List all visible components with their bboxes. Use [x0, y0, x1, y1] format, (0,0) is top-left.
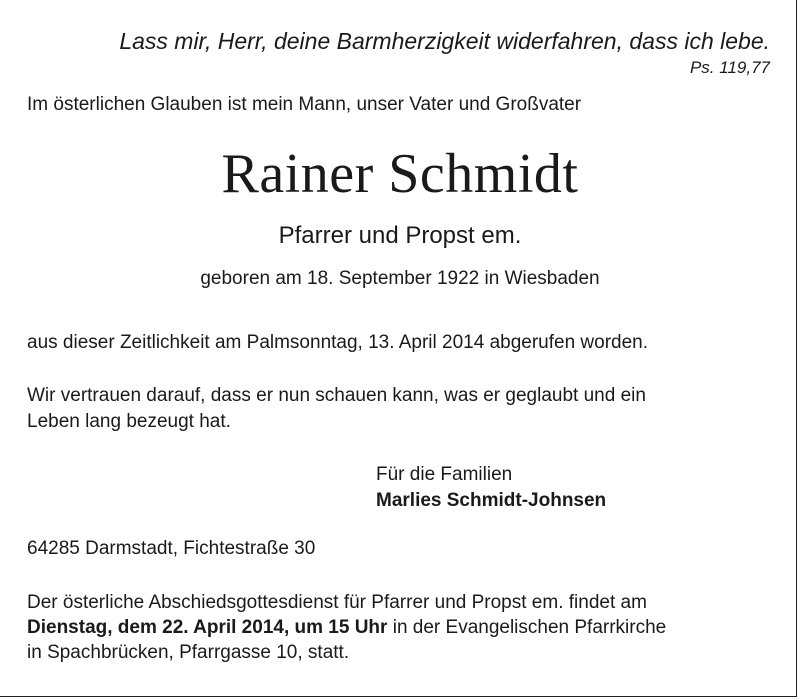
signature-name: Marlies Schmidt-Johnsen	[376, 490, 607, 511]
address-line: 64285 Darmstadt, Fichtestraße 30	[27, 538, 316, 559]
service-line-3: in Spachbrücken, Pfarrgasse 10, statt.	[27, 642, 350, 663]
deceased-title: Pfarrer und Propst em.	[278, 222, 522, 249]
motto-verse: Lass mir, Herr, deine Barmherzigkeit widerfahren, dass ich lebe.	[119, 28, 770, 54]
intro-text: Im österlichen Glauben ist mein Mann, unser Vater und Großvater	[27, 94, 582, 115]
service-location: in der Evangelischen Pfarrkirche	[387, 617, 667, 638]
service-line-2	[27, 617, 666, 639]
death-line: aus dieser Zeitlichkeit am Palmsonntag, 13. April 2014 abgerufen worden.	[27, 332, 649, 353]
motto-reference: Ps. 119,77	[689, 58, 770, 77]
signature-prefix: Für die Familien	[376, 464, 513, 485]
birth-line: geboren am 18. September 1922 in Wiesbaden	[200, 268, 600, 289]
faith-line-1: Wir vertrauen darauf, dass er nun schauen kann, was er geglaubt und ein	[27, 385, 646, 406]
deceased-name: Rainer Schmidt	[221, 143, 579, 205]
service-date-time: Dienstag, dem 22. April 2014, um 15 Uhr	[27, 617, 388, 638]
faith-line-2: Leben lang bezeugt hat.	[27, 411, 231, 432]
service-line-1: Der österliche Abschiedsgottesdienst für Pfarrer und Propst em. findet am	[27, 592, 647, 613]
